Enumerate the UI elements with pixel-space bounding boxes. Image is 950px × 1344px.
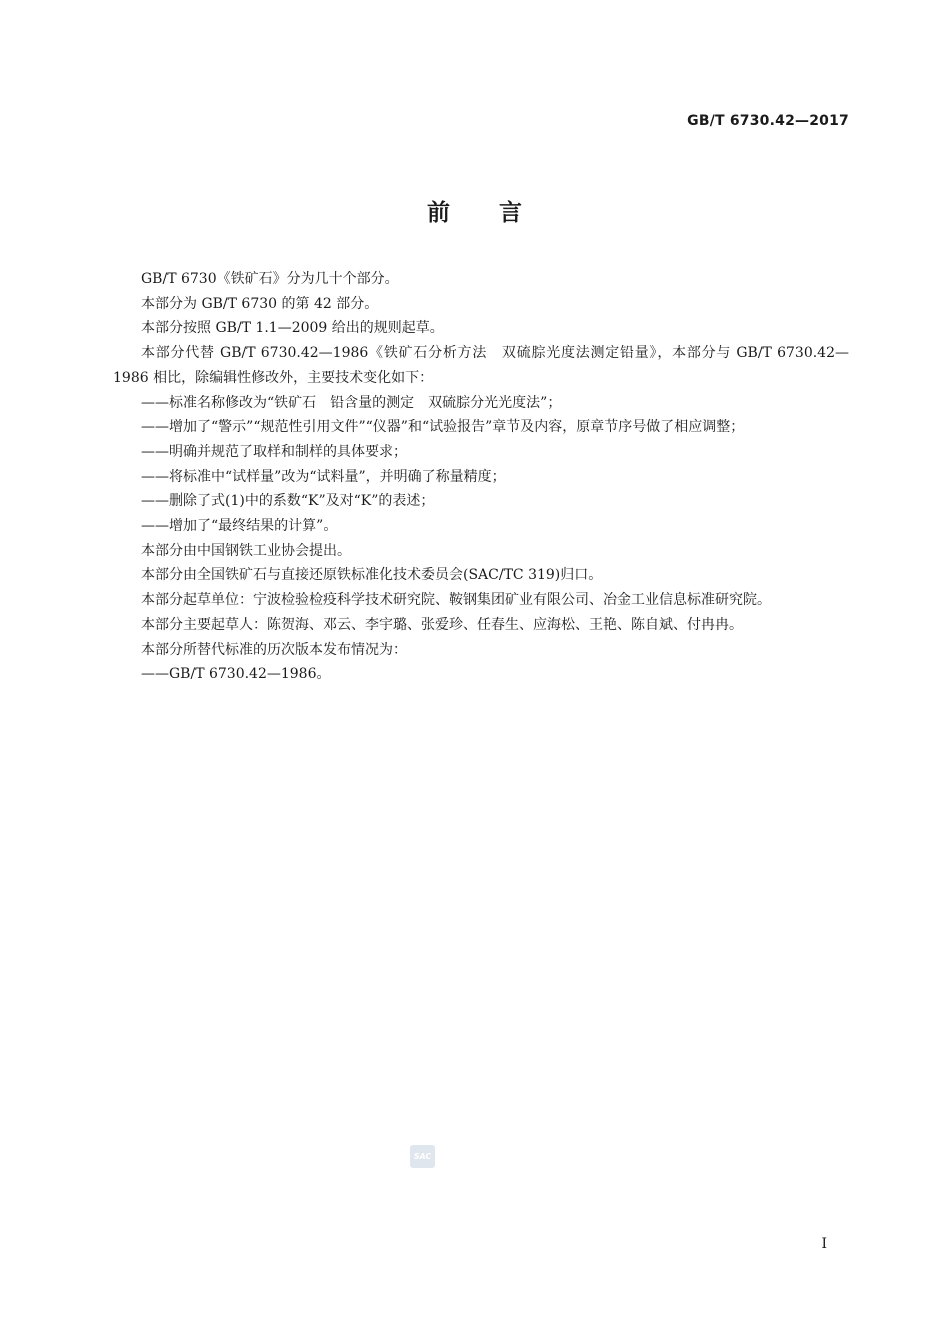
change-item: ——增加了“最终结果的计算”。 <box>141 518 338 535</box>
page-title: 前 言 <box>427 200 523 226</box>
paragraph-history: 本部分所替代标准的历次版本发布情况为： <box>141 641 407 658</box>
change-item: ——明确并规范了取样和制样的具体要求； <box>141 443 407 460</box>
page-number: I <box>821 1236 827 1252</box>
paragraph-part-number: 本部分为 GB/T 6730 的第 42 部分。 <box>141 295 379 312</box>
change-item: ——增加了“警示”“规范性引用文件”“仪器”和“试验报告”章节及内容，原章节序号做了相应调整； <box>141 419 745 436</box>
history-item: ——GB/T 6730.42—1986。 <box>141 666 331 683</box>
paragraph-drafters: 本部分主要起草人：陈贺海、邓云、李宇璐、张爱珍、任春生、应海松、王艳、陈自斌、付冉冉。 <box>141 616 743 633</box>
standard-number: GB/T 6730.42—2017 <box>687 113 849 129</box>
paragraph-replaces: 本部分代替 GB/T 6730.42—1986《铁矿石分析方法 双硫腙光度法测定铅量》，本部分与 GB/T 6730.42—1986 相比，除编辑性修改外，主要技术变化如下： <box>113 345 849 386</box>
paragraph-committee: 本部分由全国铁矿石与直接还原铁标准化技术委员会(SAC/TC 319)归口。 <box>141 567 603 584</box>
paragraph-proposer: 本部分由中国钢铁工业协会提出。 <box>141 542 351 559</box>
foreword-body <box>113 267 849 687</box>
change-item: ——标准名称修改为“铁矿石 铅含量的测定 双硫腙分光光度法”； <box>141 394 562 411</box>
sac-logo-icon: SAC <box>410 1145 435 1168</box>
change-item: ——将标准中“试样量”改为“试料量”，并明确了称量精度； <box>141 468 506 485</box>
paragraph-drafting-rules: 本部分按照 GB/T 1.1—2009 给出的规则起草。 <box>141 320 444 337</box>
change-item: ——删除了式(1)中的系数“K”及对“K”的表述； <box>141 493 435 510</box>
paragraph-parts: GB/T 6730《铁矿石》分为几十个部分。 <box>141 271 399 287</box>
paragraph-drafting-units: 本部分起草单位：宁波检验检疫科学技术研究院、鞍钢集团矿业有限公司、冶金工业信息标准研究院。 <box>141 592 771 609</box>
